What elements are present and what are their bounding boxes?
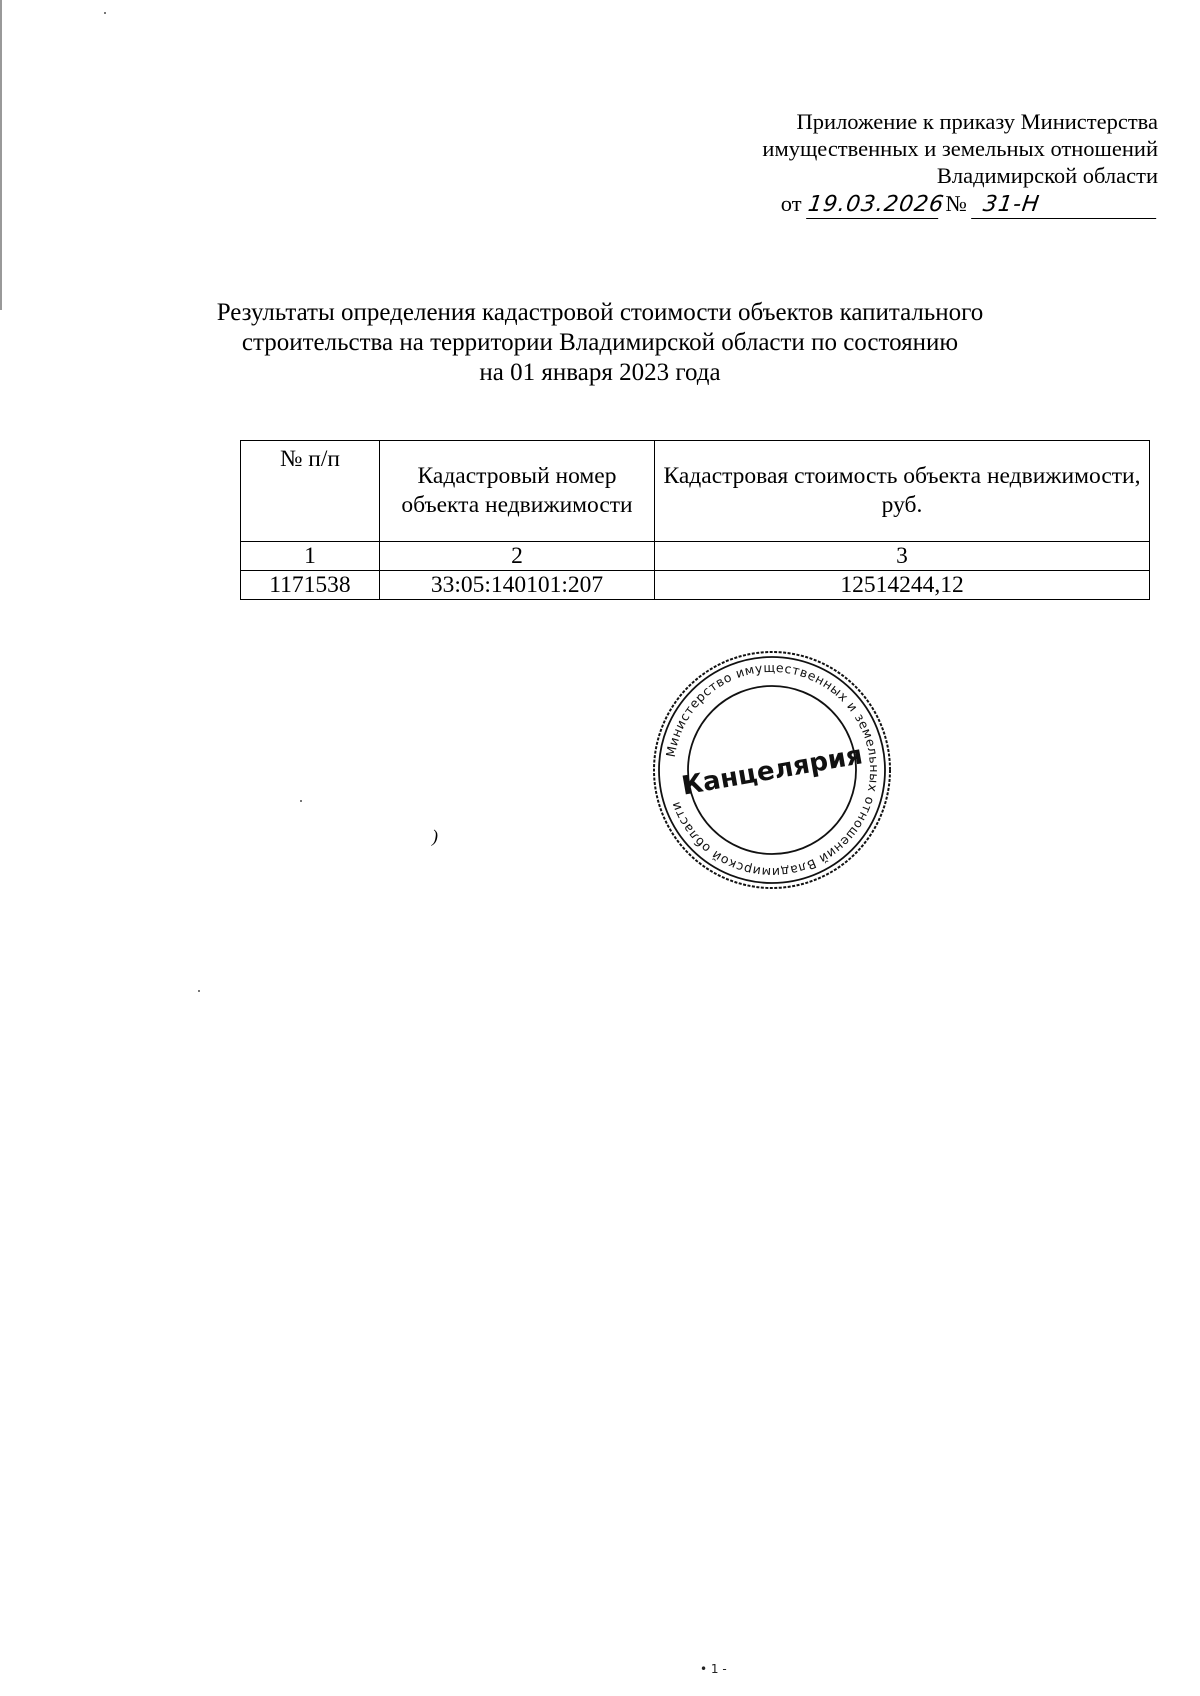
scan-speck <box>300 800 302 802</box>
table-row <box>241 571 1150 600</box>
scan-stray-mark: ) <box>432 826 438 846</box>
stamp-ring-textpath: Министерство имущественных и земельных отношений Владимирской области <box>662 659 883 881</box>
scan-speck <box>104 12 106 14</box>
stamp-center-text: Канцелярия <box>679 740 865 802</box>
header-line-3: Владимирской области <box>936 163 1158 188</box>
title-line-2: строительства на территории Владимирской области по состоянию <box>241 329 959 356</box>
table-column-number-row <box>241 542 1150 571</box>
title-line-1: Результаты определения кадастровой стоимости объектов капитального <box>216 299 984 326</box>
office-stamp-seal <box>650 648 894 892</box>
header-line-1: Приложение к приказу Министерства <box>796 109 1158 134</box>
row-cadastral-number-cell: 33:05:140101:207 <box>380 571 655 600</box>
title-line-3: на 01 января 2023 года <box>479 359 721 386</box>
column-number-cell: 2 <box>380 542 655 571</box>
scan-edge-mark <box>0 0 2 310</box>
scan-speck <box>198 990 200 992</box>
row-cadastral-value-cell: 12514244,12 <box>655 571 1150 600</box>
header-cell-cadastral-value: Кадастровая стоимость объекта недвижимости, руб. <box>655 441 1150 542</box>
header-line-2: имущественных и земельных отношений <box>762 136 1158 161</box>
page-number-mark: • 1 - <box>700 1662 727 1676</box>
table-header-row <box>241 441 1150 542</box>
order-number-handwritten: 31-Н <box>971 192 1160 219</box>
order-number-label: № <box>945 191 967 216</box>
header-cell-index: № п/п <box>241 441 380 542</box>
order-date-handwritten: 19.03.2026 <box>805 192 946 217</box>
header-cell-cadastral-number: Кадастровый номер объекта недвижимости <box>380 441 655 542</box>
order-from-label: от <box>780 191 802 216</box>
appendix-header <box>638 108 1158 219</box>
document-title <box>190 298 1010 388</box>
order-reference <box>638 190 1158 219</box>
cadastral-value-table <box>240 440 1150 600</box>
column-number-cell: 1 <box>241 542 380 571</box>
column-number-cell: 3 <box>655 542 1150 571</box>
row-index-cell: 1171538 <box>241 571 380 600</box>
